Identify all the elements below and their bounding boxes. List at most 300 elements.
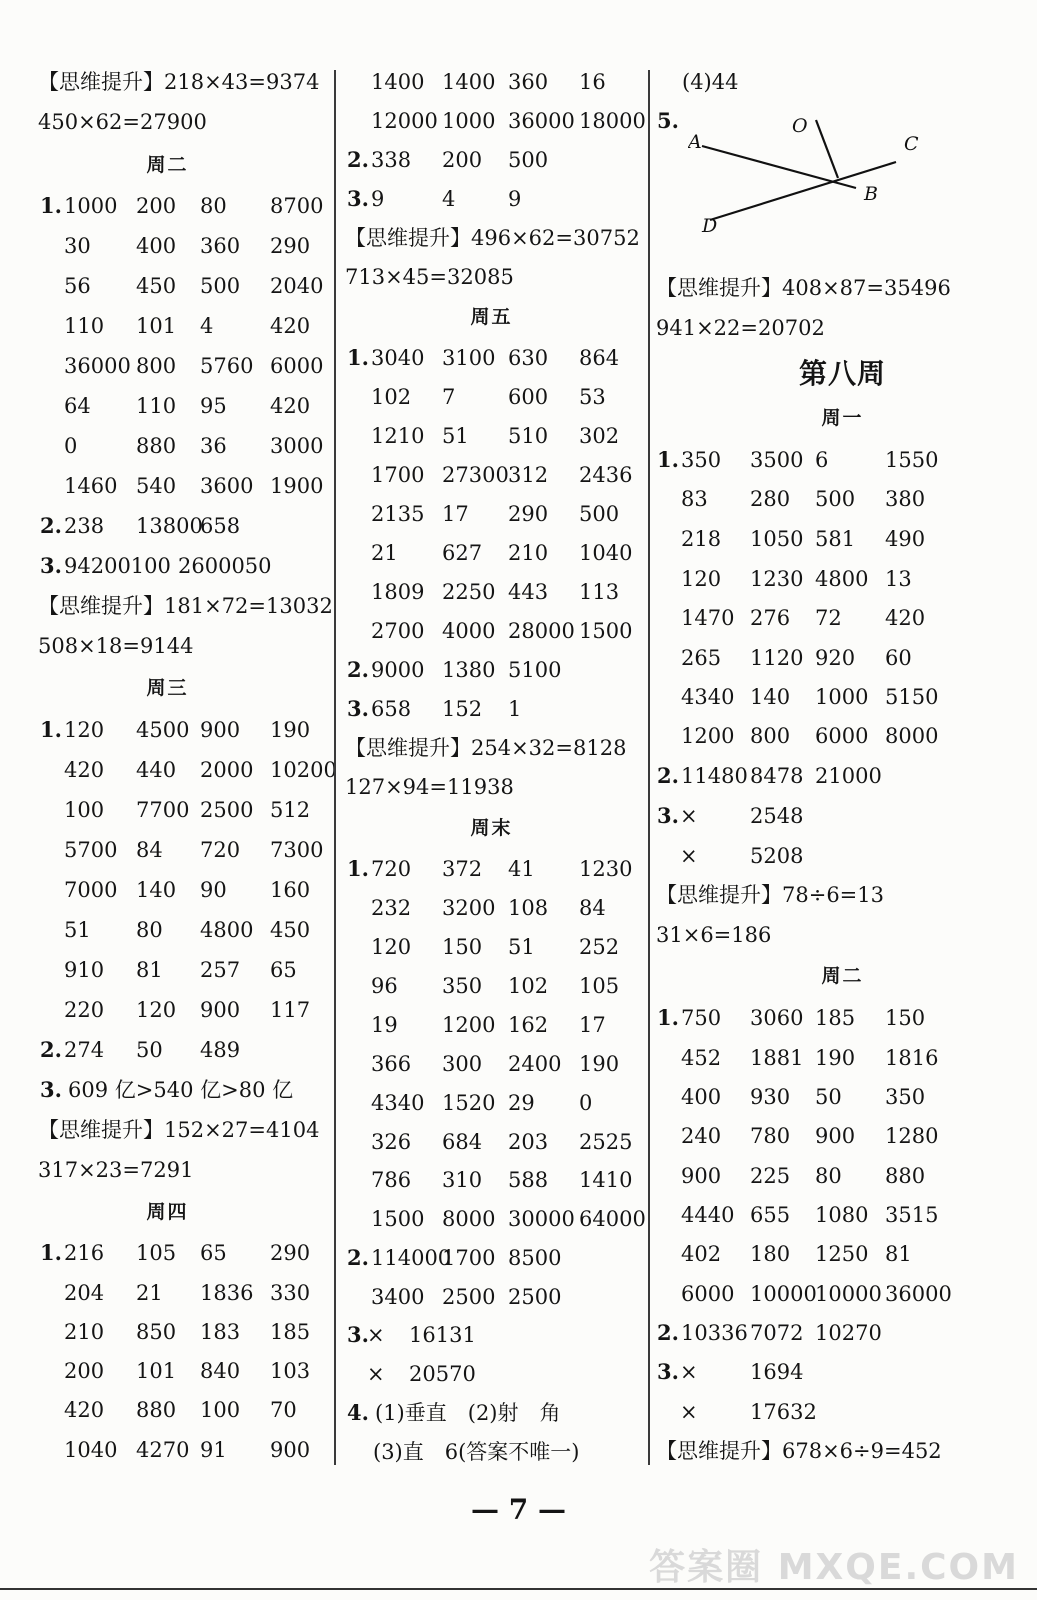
answer-cell: 6000 <box>270 354 324 378</box>
answer-row <box>648 1274 1037 1314</box>
answer-cell: 120 <box>136 998 177 1022</box>
answer-cell: 2700 <box>371 619 425 643</box>
answer-cell: 9 <box>508 187 522 211</box>
answer-row <box>0 1390 335 1430</box>
answer-cell: 1700 <box>442 1246 496 1270</box>
answer-row <box>0 750 335 790</box>
answer-cell: 5760 <box>200 354 254 378</box>
answer-cell: 420 <box>270 314 311 338</box>
wrong-mark: × <box>680 1400 698 1424</box>
answer-cell: 1380 <box>442 658 496 682</box>
answer-text: (3)直 6(答案不唯一) <box>373 1440 580 1464</box>
answer-row <box>648 440 1037 480</box>
answer-text: 609 亿>540 亿>80 亿 <box>68 1078 294 1102</box>
answer-cell: 51 <box>64 918 91 942</box>
answer-row <box>335 1238 648 1278</box>
answer-cell: 1120 <box>750 646 804 670</box>
heading-text: 周二 <box>821 965 864 987</box>
answer-cell: 84 <box>136 838 163 862</box>
answer-row <box>335 62 648 102</box>
answer-cell: 3200 <box>442 896 496 920</box>
section-heading <box>335 297 648 337</box>
answer-cell: 1809 <box>371 580 425 604</box>
answer-cell: 36 <box>200 434 227 458</box>
answer-cell: 150 <box>442 935 483 959</box>
answer-cell: 2436 <box>579 463 633 487</box>
answer-cell: 1040 <box>579 541 633 565</box>
answer-cell: 1400 <box>371 70 425 94</box>
answer-cell: 10200 <box>270 758 337 782</box>
question-number: 3. <box>657 1359 679 1384</box>
answer-cell: 1400 <box>442 70 496 94</box>
answer-cell: 3060 <box>750 1006 804 1030</box>
answer-row <box>0 1273 335 1313</box>
answer-cell: 21 <box>371 541 398 565</box>
answer-cell: 588 <box>508 1168 549 1192</box>
answer-row <box>335 455 648 495</box>
answer-cell: 162 <box>508 1013 549 1037</box>
answer-text: 【思维提升】218×43=9374 <box>38 70 320 94</box>
question-number: 3. <box>347 1322 369 1347</box>
wrong-mark: × <box>367 1362 385 1386</box>
question-number: 2. <box>657 1320 679 1345</box>
answer-row <box>648 1234 1037 1274</box>
point-label: O <box>792 115 808 137</box>
answer-cell: 900 <box>200 998 241 1022</box>
answer-cell: 910 <box>64 958 105 982</box>
answer-row <box>648 796 1037 836</box>
answer-cell: 110 <box>64 314 105 338</box>
answer-cell: 3100 <box>442 346 496 370</box>
answer-cell: 183 <box>200 1320 241 1344</box>
answer-row <box>335 1083 648 1123</box>
question-number: 1. <box>347 345 369 370</box>
question-number: 3. <box>347 186 369 211</box>
answer-text: 508×18=9144 <box>38 634 194 658</box>
answer-cell: 120 <box>64 718 105 742</box>
answer-cell: 101 <box>136 1359 177 1383</box>
question-number: 1. <box>657 447 679 472</box>
answer-cell: 900 <box>270 1438 311 1462</box>
answer-row <box>0 186 335 226</box>
point-label: C <box>904 133 919 155</box>
answer-cell: 105 <box>579 974 620 998</box>
answer-cell: 300 <box>442 1052 483 1076</box>
answer-cell: 51 <box>508 935 535 959</box>
answer-cell: 276 <box>750 606 791 630</box>
answer-cell: 9000 <box>371 658 425 682</box>
answer-row <box>648 1195 1037 1235</box>
answer-cell: 3000 <box>270 434 324 458</box>
answer-cell: 36000 <box>64 354 131 378</box>
wrong-mark: × <box>367 1323 385 1347</box>
answer-cell: 800 <box>750 724 791 748</box>
answer-row <box>648 677 1037 717</box>
answer-cell: 21000 <box>815 764 882 788</box>
answer-cell: 360 <box>200 234 241 258</box>
answer-row <box>0 910 335 950</box>
answer-cell: 30 <box>64 234 91 258</box>
answer-row <box>648 598 1037 638</box>
answer-cell: 20570 <box>409 1362 476 1386</box>
answer-cell: 655 <box>750 1203 791 1227</box>
answer-row <box>335 1199 648 1239</box>
answer-cell: 190 <box>815 1046 856 1070</box>
answer-row <box>335 1160 648 1200</box>
answer-cell: 36000 <box>885 1282 952 1306</box>
answer-row <box>648 716 1037 756</box>
answer-cell: 240 <box>681 1124 722 1148</box>
answer-cell: 1470 <box>681 606 735 630</box>
answer-row <box>648 1156 1037 1196</box>
answer-cell: 4800 <box>815 567 869 591</box>
column-1 <box>0 0 335 1480</box>
answer-cell: 84 <box>579 896 606 920</box>
answer-cell: 7000 <box>64 878 118 902</box>
answer-cell: 4340 <box>681 685 735 709</box>
answer-row <box>648 1313 1037 1353</box>
answer-line <box>335 728 648 768</box>
answer-cell: 3500 <box>750 448 804 472</box>
answer-cell: 4270 <box>136 1438 190 1462</box>
answer-row <box>0 990 335 1030</box>
answer-cell: 7300 <box>270 838 324 862</box>
answer-row <box>0 830 335 870</box>
answer-cell: 90 <box>200 878 227 902</box>
answer-cell: 101 <box>136 314 177 338</box>
question-number: 2. <box>40 513 62 538</box>
answer-cell: 3400 <box>371 1285 425 1309</box>
answer-cell: 65 <box>200 1241 227 1265</box>
answer-cell: 10270 <box>815 1321 882 1345</box>
answer-text: 【思维提升】152×27=4104 <box>38 1118 320 1142</box>
answer-row <box>648 638 1037 678</box>
answer-cell: 4800 <box>200 918 254 942</box>
answer-cell: 204 <box>64 1281 105 1305</box>
answer-row <box>0 306 335 346</box>
answer-cell: 51 <box>442 424 469 448</box>
answer-cell: 102 <box>508 974 549 998</box>
answer-cell: 203 <box>508 1130 549 1154</box>
answer-cell: 29 <box>508 1091 535 1115</box>
section-heading <box>0 145 335 185</box>
answer-cell: 4000 <box>442 619 496 643</box>
answer-cell: 0 <box>64 434 78 458</box>
answer-cell: 185 <box>815 1006 856 1030</box>
answer-cell: 500 <box>200 274 241 298</box>
answer-row <box>0 546 335 586</box>
answer-cell: 108 <box>508 896 549 920</box>
answer-cell: 290 <box>270 234 311 258</box>
answer-cell: 60 <box>885 646 912 670</box>
answer-cell: 200 <box>442 148 483 172</box>
answer-cell: 64000 <box>579 1207 646 1231</box>
answer-cell: 627 <box>442 541 483 565</box>
question-number: 1. <box>40 717 62 742</box>
answer-cell: 5700 <box>64 838 118 862</box>
answer-cell: 366 <box>371 1052 412 1076</box>
answer-cell: 30000 <box>508 1207 575 1231</box>
heading-text: 周末 <box>470 817 513 839</box>
question-number: 5. <box>657 108 679 133</box>
answer-line <box>0 626 335 666</box>
answer-cell: 1 <box>508 697 522 721</box>
answer-cell: 290 <box>508 502 549 526</box>
answer-cell: 350 <box>442 974 483 998</box>
answer-cell: 630 <box>508 346 549 370</box>
answer-cell: 0 <box>579 1091 593 1115</box>
answer-row <box>648 1392 1037 1432</box>
answer-row <box>648 1352 1037 1392</box>
answer-cell: 4340 <box>371 1091 425 1115</box>
answer-cell: 238 <box>64 514 105 538</box>
answer-line <box>335 218 648 258</box>
answer-cell: 850 <box>136 1320 177 1344</box>
answer-cell: 140 <box>750 685 791 709</box>
answer-cell: 8500 <box>508 1246 562 1270</box>
answer-cell: 110 <box>136 394 177 418</box>
answer-cell: 27300 <box>442 463 509 487</box>
answer-text: (1)垂直 (2)射 角 <box>375 1401 561 1425</box>
answer-cell: 17632 <box>750 1400 817 1424</box>
question-number: 4. <box>347 1400 369 1425</box>
answer-row <box>335 494 648 534</box>
answer-cell: 581 <box>815 527 856 551</box>
point-label: D <box>702 215 718 237</box>
week-title <box>648 350 1037 398</box>
answer-cell: 4500 <box>136 718 190 742</box>
answer-cell: 218 <box>681 527 722 551</box>
section-heading <box>0 1192 335 1232</box>
answer-row <box>335 1354 648 1394</box>
answer-cell: 400 <box>136 234 177 258</box>
answer-row <box>648 1116 1037 1156</box>
answer-row <box>0 466 335 506</box>
answer-row <box>648 836 1037 876</box>
answer-cell: 360 <box>508 70 549 94</box>
answer-line <box>648 875 1037 915</box>
section-heading <box>335 808 648 848</box>
intersecting-lines-figure <box>688 110 948 240</box>
answer-cell: 2135 <box>371 502 425 526</box>
answer-cell: 19 <box>371 1013 398 1037</box>
answer-cell: 16 <box>579 70 606 94</box>
answer-cell: 1210 <box>371 424 425 448</box>
answer-row <box>335 1005 648 1045</box>
answer-cell: 200 <box>64 1359 105 1383</box>
answer-row <box>335 611 648 651</box>
answer-cell: 1700 <box>371 463 425 487</box>
answer-cell: 290 <box>270 1241 311 1265</box>
answer-cell: 21 <box>136 1281 163 1305</box>
answer-cell: 1520 <box>442 1091 496 1115</box>
answer-cell: 720 <box>371 857 412 881</box>
answer-cell: 750 <box>681 1006 722 1030</box>
answer-cell: 440 <box>136 758 177 782</box>
answer-cell: 13 <box>885 567 912 591</box>
answer-cell: 280 <box>750 487 791 511</box>
answer-cell: 452 <box>681 1046 722 1070</box>
answer-cell: 41 <box>508 857 535 881</box>
answer-row <box>0 426 335 466</box>
answer-cell: 1881 <box>750 1046 804 1070</box>
answer-cell: 257 <box>200 958 241 982</box>
answer-cell: 105 <box>136 1241 177 1265</box>
answer-cell: 53 <box>579 385 606 409</box>
answer-cell: 265 <box>681 646 722 670</box>
answer-row <box>0 870 335 910</box>
answer-cell: 220 <box>64 998 105 1022</box>
answer-cell: 3515 <box>885 1203 939 1227</box>
answer-row <box>648 756 1037 796</box>
answer-cell: 420 <box>270 394 311 418</box>
answer-row <box>335 179 648 219</box>
answer-cell: 6 <box>815 448 829 472</box>
answer-row <box>335 1277 648 1317</box>
answer-row <box>335 416 648 456</box>
answer-cell: 120 <box>681 567 722 591</box>
bottom-rule <box>0 1588 1037 1590</box>
answer-cell: 1500 <box>579 619 633 643</box>
answer-cell: 330 <box>270 1281 311 1305</box>
answer-cell: 83 <box>681 487 708 511</box>
answer-cell: 81 <box>136 958 163 982</box>
answer-cell: 350 <box>885 1085 926 1109</box>
answer-cell: 5150 <box>885 685 939 709</box>
answer-row <box>0 1312 335 1352</box>
answer-text: 941×22=20702 <box>656 316 825 340</box>
heading-text: 周四 <box>146 1201 189 1223</box>
answer-row <box>648 1077 1037 1117</box>
answer-cell: 190 <box>579 1052 620 1076</box>
answer-cell: 10000 <box>750 1282 817 1306</box>
line-o-perp <box>816 120 838 178</box>
answer-cell: 7700 <box>136 798 190 822</box>
answer-row <box>0 950 335 990</box>
answer-cell: 16131 <box>409 1323 476 1347</box>
answer-cell: 102 <box>371 385 412 409</box>
answer-row <box>648 998 1037 1038</box>
answer-cell: 17 <box>579 1013 606 1037</box>
answer-cell: 880 <box>136 1398 177 1422</box>
column-2 <box>335 0 648 1480</box>
answer-row <box>0 346 335 386</box>
question-number: 2. <box>347 657 369 682</box>
answer-cell: 2525 <box>579 1130 633 1154</box>
answer-text: 127×94=11938 <box>345 775 514 799</box>
answer-cell: 50 <box>136 1038 163 1062</box>
answer-cell: 450 <box>136 274 177 298</box>
answer-row <box>335 1315 648 1355</box>
answer-cell: 160 <box>270 878 311 902</box>
answer-text: (4)44 <box>682 70 739 94</box>
answer-row <box>335 689 648 729</box>
wrong-mark: × <box>680 804 698 828</box>
answer-cell: 65 <box>270 958 297 982</box>
answer-row <box>648 1038 1037 1078</box>
answer-cell: 350 <box>681 448 722 472</box>
answer-cell: 900 <box>200 718 241 742</box>
answer-cell: 2000 <box>200 758 254 782</box>
question-number: 2. <box>657 763 679 788</box>
answer-cell: 8700 <box>270 194 324 218</box>
answer-cell: 252 <box>579 935 620 959</box>
answer-cell: 95 <box>200 394 227 418</box>
answer-cell: 540 <box>136 474 177 498</box>
week-title-text: 第八周 <box>798 357 886 390</box>
answer-row <box>335 849 648 889</box>
answer-cell: 720 <box>200 838 241 862</box>
answer-row <box>0 1351 335 1391</box>
answer-cell: 36000 <box>508 109 575 133</box>
answer-cell: 28000 <box>508 619 575 643</box>
question-number: 1. <box>40 1240 62 1265</box>
answer-text: 【思维提升】678×6÷9=452 <box>656 1439 942 1463</box>
answer-line <box>0 102 335 142</box>
answer-cell: 3600 <box>200 474 254 498</box>
answer-cell: 1250 <box>815 1242 869 1266</box>
answer-cell: 500 <box>579 502 620 526</box>
answer-cell: 1230 <box>750 567 804 591</box>
answer-cell: 6000 <box>681 1282 735 1306</box>
answer-cell: 880 <box>136 434 177 458</box>
answer-row <box>648 479 1037 519</box>
answer-cell: 920 <box>815 646 856 670</box>
answer-row <box>0 1233 335 1273</box>
answer-row <box>648 559 1037 599</box>
answer-cell: 17 <box>442 502 469 526</box>
answer-cell: 372 <box>442 857 483 881</box>
answer-row <box>335 966 648 1006</box>
heading-text: 周五 <box>470 306 513 328</box>
answer-cell: 8000 <box>885 724 939 748</box>
answer-cell: 180 <box>750 1242 791 1266</box>
answer-cell: 185 <box>270 1320 311 1344</box>
answer-cell: 1694 <box>750 1360 804 1384</box>
question-number: 2. <box>40 1037 62 1062</box>
answer-cell: 1080 <box>815 1203 869 1227</box>
wrong-mark: × <box>680 844 698 868</box>
answer-cell: 1230 <box>579 857 633 881</box>
answer-row <box>0 710 335 750</box>
watermark: 答案圈 MXQE.COM <box>649 1547 1019 1588</box>
question-number: 1. <box>347 856 369 881</box>
answer-cell: 1050 <box>750 527 804 551</box>
answer-cell: 7072 <box>750 1321 804 1345</box>
answer-cell: 1460 <box>64 474 118 498</box>
answer-row <box>0 386 335 426</box>
answer-cell: 274 <box>64 1038 105 1062</box>
answer-cell: 5100 <box>508 658 562 682</box>
answer-line <box>648 308 1037 348</box>
answer-row <box>0 1030 335 1070</box>
answer-cell: 500 <box>815 487 856 511</box>
answer-cell: 80 <box>815 1164 842 1188</box>
answer-row <box>335 927 648 967</box>
answer-cell: 2500 <box>200 798 254 822</box>
answer-cell: 1836 <box>200 1281 254 1305</box>
answer-cell: 18000 <box>579 109 646 133</box>
answer-text: 【思维提升】408×87=35496 <box>656 276 951 300</box>
answer-cell: 338 <box>371 148 412 172</box>
answer-cell: 840 <box>200 1359 241 1383</box>
answer-line <box>648 915 1037 955</box>
answer-cell: 380 <box>885 487 926 511</box>
answer-cell: 4 <box>200 314 214 338</box>
answer-cell: 500 <box>508 148 549 172</box>
answer-cell: 900 <box>681 1164 722 1188</box>
answer-cell: 2250 <box>442 580 496 604</box>
